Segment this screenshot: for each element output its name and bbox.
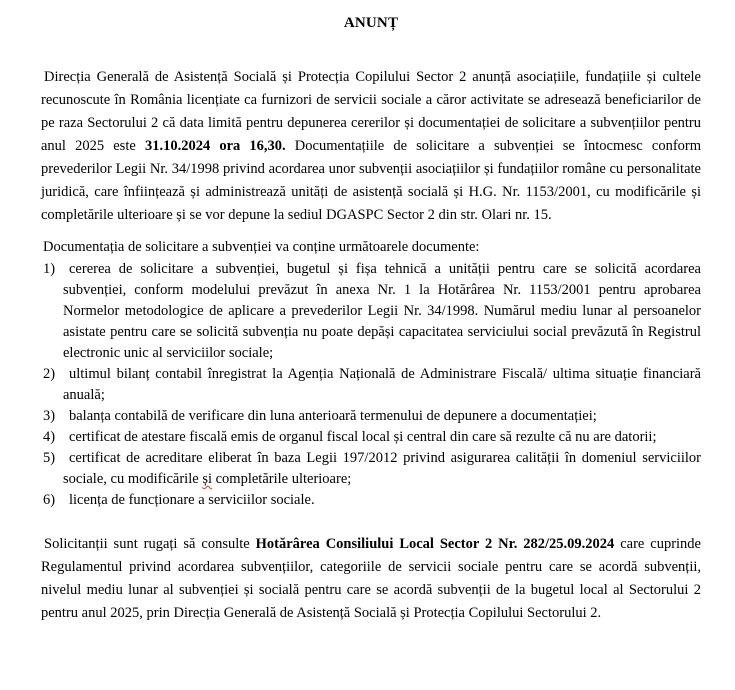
intro-text-before: Direcția Generală de Asistență Socială și Protecția Copilului Sector 2 anunță asociațiile, fundațiile și cultele recunoscute în România licențiate ca furnizori de servicii sociale a căror activitate se adresează beneficiarilor de pe raza Sectorului 2 că data limită pentru depunerea cererilor și documentației de solicitare a subvențiilor pentru anul 2025 este [41, 69, 701, 154]
closing-text-before: Solicitanții sunt rugați să consulte [44, 536, 256, 552]
intro-paragraph [41, 66, 701, 227]
spellcheck-underlined-word: și [202, 471, 212, 487]
item-number: 6) [43, 492, 56, 508]
list-item-6 [41, 490, 701, 511]
deadline-bold-text: 31.10.2024 ora 16,30. [144, 138, 286, 154]
item-number: 2) [43, 366, 56, 382]
list-item-1 [41, 259, 701, 364]
documents-heading: Documentația de solicitare a subvenției va conține următoarele documente: [43, 239, 480, 255]
item-text-before: certificat de acreditare eliberat în baza Legii 197/2012 privind asigurarea calității în domeniul serviciilor sociale, cu modificările [63, 450, 701, 487]
item-number: 5) [43, 450, 56, 466]
decision-bold-text: Hotărârea Consiliului Local Sector 2 Nr. 282/25.09.2024 [255, 536, 615, 552]
item-number: 4) [43, 429, 56, 445]
item-number: 1) [43, 261, 56, 277]
closing-paragraph [41, 533, 701, 625]
item-text: ultimul bilanț contabil înregistrat la Agenția Națională de Administrare Fiscală/ ultima situație financiară anuală; [63, 366, 701, 403]
list-item-2 [41, 364, 701, 406]
item-text: certificat de atestare fiscală emis de organul fiscal local și central din care să rezulte că nu are datorii; [69, 429, 657, 445]
item-text: licența de funcționare a serviciilor sociale. [69, 492, 315, 508]
list-item-3 [41, 406, 701, 427]
closing-text-after: care cuprinde Regulamentul privind acordarea subvențiilor, categoriile de servicii sociale pentru care se acordă subvenții, nivelul mediu lunar al subvenției și socială pentru care se acordă subvenții de la bugetul local al Sectorului 2 pentru anul 2025, prin Direcția Generală de Asistență Socială și Protecția Copilului Sectorului 2. [41, 536, 701, 621]
item-text: cererea de solicitare a subvenției, bugetul și fișa tehnică a unității pentru care se solicită acordarea subvenției, conform modelului prevăzut în anexa Nr. 1 la Hotărârea Nr. 1153/2001 pentru aprobarea Normelor metodologice de aplicare a prevederilor Legii Nr. 34/1998. Numărul mediu lunar al persoanelor asistate pentru care se solicită subvenția nu poate depăși capacitatea serviciului social prevăzută în Registrul electronic unic al serviciilor sociale; [63, 261, 701, 361]
list-item-5 [41, 448, 701, 490]
intro-text-after: Documentațiile de solicitare a subvenției se întocmesc conform prevederilor Legii Nr. 34/1998 privind acordarea unor subvenții asociațiilor și fundațiilor române cu personalitate juridică, care înființează și administrează unități de asistență socială și H.G. Nr. 1153/2001, cu modificările și completările ulterioare și se vor depune la sediul DGASPC Sector 2 din str. Olari nr. 15. [41, 138, 701, 223]
document-title: ANUNȚ [343, 15, 399, 31]
item-number: 3) [43, 408, 56, 424]
item-text-after: completările ulterioare; [211, 471, 352, 487]
documents-list [41, 259, 701, 511]
list-item-4 [41, 427, 701, 448]
item-text: balanța contabilă de verificare din luna anterioară termenului de depunere a documentației; [69, 408, 597, 424]
